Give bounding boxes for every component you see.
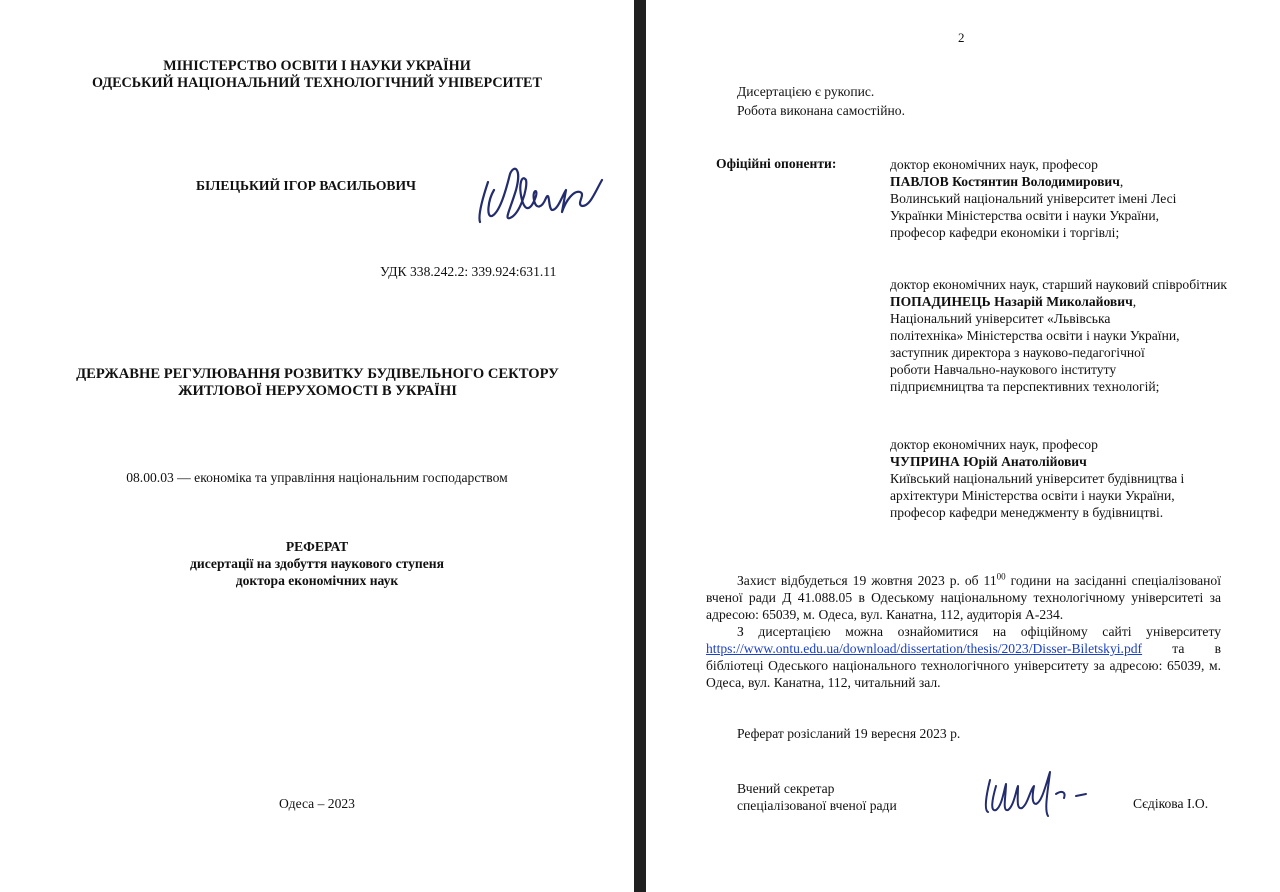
opponent-detail: професор кафедри менеджменту в будівництві. <box>890 505 1164 520</box>
opponent-name: ПАВЛОВ Костянтин Володимирович <box>890 174 1120 189</box>
manuscript-note <box>737 82 905 120</box>
availability-intro: З дисертацією можна ознайомитися на офіційному сайті університету <box>737 624 1221 639</box>
second-page <box>646 0 1280 892</box>
opponent-detail: професор кафедри економіки і торгівлі; <box>890 225 1120 240</box>
opponent-block <box>890 156 1230 241</box>
dissertation-link[interactable]: https://www.ontu.edu.ua/download/dissertation/thesis/2023/Disser-Biletskyi.pdf <box>706 641 1143 656</box>
opponent-detail: політехніка» Міністерства освіти і науки України, <box>890 328 1180 343</box>
opponent-degree: доктор економічних наук, професор <box>890 437 1098 452</box>
opponent-detail: підприємництва та перспективних технологій; <box>890 379 1160 394</box>
opponent-name-line <box>890 173 1230 190</box>
manuscript-line: Дисертацією є рукопис. <box>737 84 875 99</box>
referat-block <box>0 538 634 589</box>
referat-line: доктора економічних наук <box>235 573 399 588</box>
ministry-header <box>0 58 634 92</box>
opponent-degree: доктор економічних наук, професор <box>890 157 1098 172</box>
defense-time-minutes: 00 <box>996 571 1006 582</box>
opponent-name-suffix: , <box>1119 174 1124 189</box>
referat-line: дисертації на здобуття наукового ступеня <box>190 556 444 571</box>
opponent-block <box>890 436 1230 521</box>
dissertation-title <box>30 366 605 400</box>
manuscript-line: Робота виконана самостійно. <box>737 103 905 118</box>
secretary-title-line: спеціалізованої вченої ради <box>737 798 897 813</box>
opponent-detail: Українки Міністерства освіти і науки України, <box>890 208 1159 223</box>
opponent-detail: роботи Навчально-наукового інституту <box>890 362 1117 377</box>
title-page <box>0 0 634 892</box>
availability-rest: та в бібліотеці Одеського національного технологічного університету за адресою: 65039, м. Одеса, вул. Канатна, 112, читальний зал. <box>706 641 1221 690</box>
opponent-name-line <box>890 293 1230 310</box>
opponent-name: ЧУПРИНА Юрій Анатолійович <box>890 454 1087 469</box>
title-line: ЖИТЛОВОЇ НЕРУХОМОСТІ В УКРАЇНІ <box>178 383 457 399</box>
author-name: БІЛЕЦЬКИЙ ІГОР ВАСИЛЬОВИЧ <box>196 178 417 193</box>
opponent-name: ПОПАДИНЕЦЬ Назарій Миколайович <box>890 294 1133 309</box>
defense-location-text: години на засіданні спеціалізованої вченої ради Д 41.088.05 в Одеському національному технологічному університеті за адресою: 65039, м. Одеса, вул. Канатна, 112, аудиторія А-234. <box>706 573 1221 622</box>
availability-paragraph <box>706 623 1221 691</box>
author-signature <box>470 160 610 232</box>
opponent-degree: доктор економічних наук, старший науковий співробітник <box>890 277 1227 292</box>
defense-paragraph <box>706 572 1221 623</box>
page-number: 2 <box>958 30 965 45</box>
sent-date: Реферат розісланий 19 вересня 2023 р. <box>737 726 961 741</box>
opponent-detail: Київський національний університет будівництва і <box>890 471 1185 486</box>
opponent-name-suffix: , <box>1132 294 1137 309</box>
university-line: ОДЕСЬКИЙ НАЦІОНАЛЬНИЙ ТЕХНОЛОГІЧНИЙ УНІВЕРСИТЕТ <box>91 75 542 91</box>
opponent-detail: архітектури Міністерства освіти і науки України, <box>890 488 1175 503</box>
opponent-detail: Національний університет «Львівська <box>890 311 1111 326</box>
opponent-block <box>890 276 1230 395</box>
referat-heading: РЕФЕРАТ <box>285 539 349 554</box>
title-line: ДЕРЖАВНЕ РЕГУЛЮВАННЯ РОЗВИТКУ БУДІВЕЛЬНОГО СЕКТОРУ <box>76 366 559 382</box>
secretary-title-line: Вчений секретар <box>737 781 835 796</box>
place-year: Одеса – 2023 <box>279 796 355 811</box>
opponent-name-line <box>890 453 1230 470</box>
opponent-detail: Волинський національний університет імені Лесі <box>890 191 1177 206</box>
udk-code: УДК 338.242.2: 339.924:631.11 <box>380 264 557 279</box>
defense-info <box>706 572 1221 691</box>
defense-date-text: Захист відбудеться 19 жовтня 2023 р. об 11 <box>737 573 997 588</box>
opponents-label: Офіційні опоненти: <box>716 156 837 171</box>
ministry-line: МІНІСТЕРСТВО ОСВІТИ І НАУКИ УКРАЇНИ <box>163 58 471 74</box>
secretary-name: Сєдікова І.О. <box>1133 796 1209 811</box>
page-divider <box>634 0 646 892</box>
secretary-title <box>737 780 897 814</box>
specialty: 08.00.03 — економіка та управління національним господарством <box>126 470 508 485</box>
secretary-signature <box>976 760 1096 822</box>
opponent-detail: заступник директора з науково-педагогічної <box>890 345 1145 360</box>
